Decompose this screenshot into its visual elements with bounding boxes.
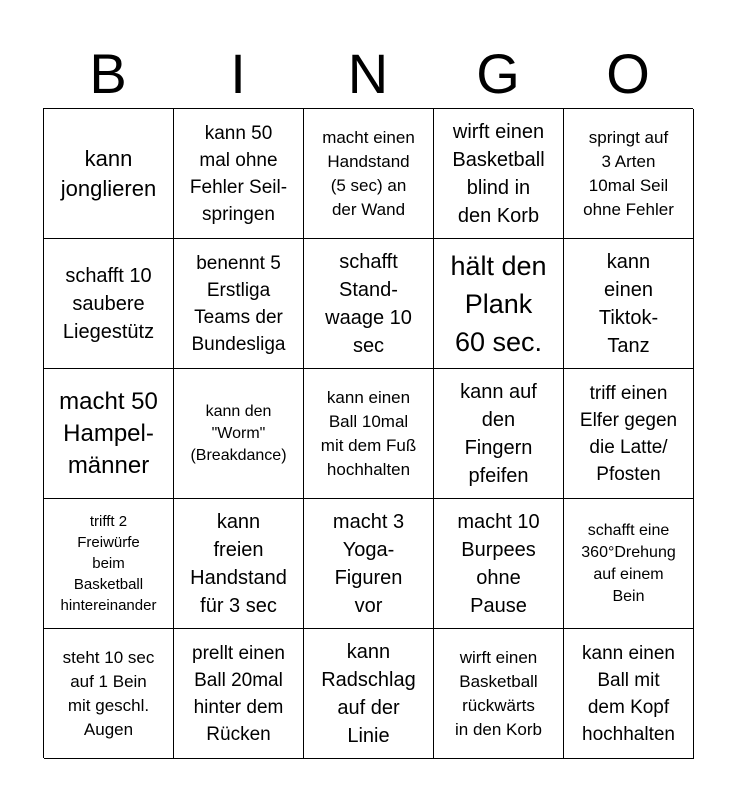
bingo-cell[interactable] xyxy=(44,239,174,369)
bingo-cell[interactable] xyxy=(174,499,304,629)
cell-text: macht einen Handstand (5 sec) an der Wand xyxy=(322,127,415,219)
bingo-cell[interactable] xyxy=(434,629,564,759)
bingo-cell[interactable] xyxy=(434,499,564,629)
bingo-cell[interactable] xyxy=(564,629,694,759)
cell-text: schafft eine 360°Drehung auf einem Bein xyxy=(581,521,676,605)
cell-text: wirft einen Basketball blind in den Korb xyxy=(452,120,545,227)
cell-text: kann einen Tiktok- Tanz xyxy=(598,250,659,357)
cell-text: kann den "Worm" (Breakdance) xyxy=(190,402,287,464)
bingo-cell[interactable] xyxy=(304,499,434,629)
bingo-cell[interactable] xyxy=(564,239,694,369)
header-letter-b: B xyxy=(89,42,127,105)
bingo-cell[interactable] xyxy=(44,629,174,759)
bingo-cell[interactable] xyxy=(44,499,174,629)
cell-text: steht 10 sec auf 1 Bein mit geschl. Augen xyxy=(62,647,155,739)
cell-text: schafft 10 saubere Liegestütz xyxy=(62,264,155,343)
header-letter-i: I xyxy=(230,42,246,105)
cell-text: macht 3 Yoga- Figuren vor xyxy=(332,510,405,617)
bingo-cell[interactable] xyxy=(564,499,694,629)
cell-text: triff einen Elfer gegen die Latte/ Pfosten xyxy=(579,382,678,485)
cell-text: kann einen Ball mit dem Kopf hochhalten xyxy=(582,642,675,745)
cell-text: wirft einen Basketball rückwärts in den Korb xyxy=(455,647,542,739)
bingo-cell[interactable] xyxy=(564,369,694,499)
bingo-cell[interactable] xyxy=(44,109,174,239)
bingo-cell[interactable] xyxy=(304,109,434,239)
bingo-cell[interactable] xyxy=(434,109,564,239)
bingo-grid xyxy=(43,108,693,758)
cell-text: trifft 2 Freiwürfe beim Basketball hintereinander xyxy=(60,513,157,614)
bingo-cell[interactable] xyxy=(304,629,434,759)
bingo-cell[interactable] xyxy=(174,629,304,759)
cell-text: kann Radschlag auf der Linie xyxy=(321,640,416,747)
cell-text: prellt einen Ball 20mal hinter dem Rücken xyxy=(192,642,285,745)
cell-text: kann einen Ball 10mal mit dem Fuß hochhalten xyxy=(320,387,417,479)
bingo-cell[interactable] xyxy=(174,369,304,499)
cell-text: kann freien Handstand für 3 sec xyxy=(190,510,287,617)
bingo-header xyxy=(43,40,693,108)
cell-text: kann auf den Fingern pfeifen xyxy=(460,380,537,487)
bingo-cell[interactable] xyxy=(174,109,304,239)
cell-text: kann jonglieren xyxy=(60,145,157,201)
cell-text: hält den Plank 60 sec. xyxy=(450,250,547,357)
cell-text: benennt 5 Erstliga Teams der Bundesliga xyxy=(191,252,286,355)
cell-text: kann 50 mal ohne Fehler Seil- springen xyxy=(189,122,288,225)
bingo-cell[interactable] xyxy=(304,369,434,499)
cell-text: schafft Stand- waage 10 sec xyxy=(325,250,412,357)
bingo-cell[interactable] xyxy=(44,369,174,499)
cell-text: macht 50 Hampel- männer xyxy=(59,387,158,479)
cell-text: springt auf 3 Arten 10mal Seil ohne Fehler xyxy=(583,127,674,219)
cell-text: macht 10 Burpees ohne Pause xyxy=(457,510,540,617)
bingo-cell[interactable] xyxy=(304,239,434,369)
bingo-cell[interactable] xyxy=(434,369,564,499)
bingo-cell[interactable] xyxy=(564,109,694,239)
header-letter-o: O xyxy=(606,42,650,105)
bingo-cell[interactable] xyxy=(174,239,304,369)
bingo-cell[interactable] xyxy=(434,239,564,369)
header-letter-n: N xyxy=(347,42,389,105)
header-letter-g: G xyxy=(476,42,520,105)
